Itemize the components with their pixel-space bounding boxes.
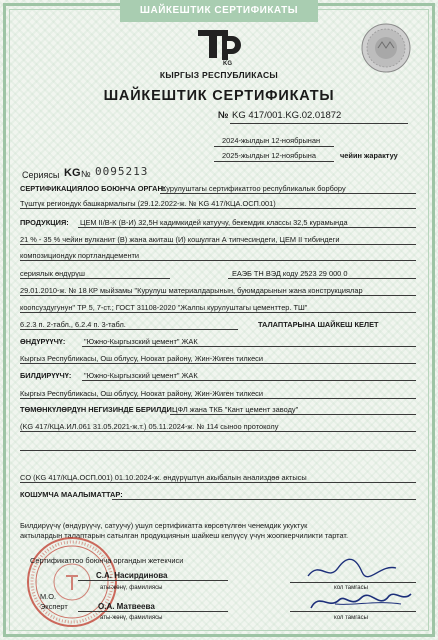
expert-label: Эксперт (40, 602, 68, 611)
expert-signature-underline (290, 611, 416, 612)
serial-number: 0095213 (95, 165, 149, 178)
cert-number-prefix: № (218, 110, 229, 121)
date-issued-underline (214, 146, 334, 147)
basis-line2: (KG 417/КЦА.ИЛ.061 31.05.2021-ж.т.) 05.11.2024-ж. № 114 сыноо протоколу (20, 422, 279, 431)
basis-line3-underline (20, 482, 416, 483)
product-line1-underline (78, 227, 416, 228)
valid-label: чейин жарактуу (340, 151, 398, 160)
republic-name: КЫРГЫЗ РЕСПУБЛИКАСЫ (159, 70, 279, 80)
extra-label: КОШУМЧА МААЛЫМАТТАР: (20, 490, 123, 499)
requirements-line2-underline (20, 312, 416, 313)
requirements-line1: 29.01.2010-ж. № 18 КР мыйзамы "Курулуш материалдарынын, буюмдарынын жана конструкциялар (20, 286, 363, 295)
expert-name: О.А. Матвеева (98, 602, 155, 611)
expert-name-underline (78, 611, 228, 612)
basis-line2-underline (20, 431, 416, 432)
extra-underline (112, 499, 416, 500)
requirements-line2: коопсуздугунун" ТР 5, 7-ст.; ГОСТ 31108-2020 "Жалпы курулуштагы цементтер. ТШ" (20, 303, 308, 312)
eaes-code: ЕАЭБ ТН ВЭД коду 2523 29 000 0 (232, 269, 348, 278)
head-label: Сертификаттоо боюнча органдын жетекчиси (30, 556, 184, 565)
declarant-name-underline (82, 380, 416, 381)
product-label: ПРОДУКЦИЯ: (20, 218, 69, 227)
footnote-line2: актылардын талаптарын сатылган продукциянын шайкеш келүүсү үчүн жоопкерчиликти тартат. (20, 531, 349, 540)
declarant-address-underline (20, 398, 416, 399)
basis-blank-line (20, 450, 416, 451)
expert-caption: аты-жөнү, фамилиясы (100, 615, 163, 621)
serial-kg: KG (64, 167, 81, 179)
cert-number-underline (230, 123, 408, 124)
maker-name: "Южно-Кыргызский цемент" ЖАК (84, 337, 198, 346)
date-issued: 2024-жылдын 12-ноябрынан (222, 136, 321, 145)
organ-line1: Курулуштагы сертификаттоо республикалык борбору (162, 184, 346, 193)
maker-label: ӨНДҮРҮҮЧҮ: (20, 337, 66, 346)
mp-label: М.О. (40, 592, 57, 601)
maker-address-underline (20, 363, 416, 364)
product-line3: композициондук портландцементи (20, 251, 140, 260)
serial-output-underline (20, 278, 170, 279)
logo-text: KG (223, 61, 232, 67)
organ-line1-underline (160, 193, 416, 194)
basis-label: ТӨМӨНКҮЛӨРДҮН НЕГИЗИНДЕ БЕРИЛДИ: (20, 405, 175, 414)
basis-line1: ЦФЛ жана ТКБ "Кант цемент заводу" (172, 405, 299, 414)
head-name: С.А. Насирдинова (96, 571, 168, 580)
organ-line2-underline (20, 208, 416, 209)
product-line2-underline (20, 244, 416, 245)
declarant-address: Кыргыз Республикасы, Ош облусу, Ноокат району, Жин-Жиген тилкеси (20, 389, 263, 398)
head-signature-caption: кол тамгасы (334, 585, 368, 591)
serial-output: сериялык өндүрүш (20, 269, 85, 278)
serial-prefix: № (81, 169, 91, 179)
product-line1: ЦЕМ II/В-К (В-И) 32,5Н кадимкидей катуучу, бекемдик классы 32,5 курамында (80, 218, 348, 227)
certificate-title: ШАЙКЕШТИК СЕРТИФИКАТЫ (103, 88, 335, 104)
head-caption: аты-жөнү, фамилиясы (100, 585, 163, 591)
expert-signature-caption: кол тамгасы (334, 615, 368, 621)
declarant-label: БИЛДИРҮҮЧҮ: (20, 371, 72, 380)
basis-line1-underline (170, 414, 416, 415)
date-valid-underline (214, 161, 334, 162)
head-signature-underline (290, 582, 416, 583)
declarant-name: "Южно-Кыргызский цемент" ЖАК (84, 371, 198, 380)
tr-kg-logo-icon (194, 28, 244, 68)
hologram-seal-icon (360, 22, 412, 74)
eaes-code-underline (228, 278, 416, 279)
product-line2: 21 % - 35 % чейин вулканит (В) жана акиташ (И) кошулган А типчесиндеги, ЦЕМ II тибиндеги (20, 235, 340, 244)
organ-label: СЕРТИФИКАЦИЯЛОО БОЮНЧА ОРГАН: (20, 184, 166, 193)
requirements-line3: 6.2.3 п. 2-табл., 6.2.4 п. 3-табл. (20, 320, 126, 329)
head-name-underline (78, 580, 228, 581)
requirements-line1-underline (20, 295, 416, 296)
requirements-suffix: ТАЛАПТАРЫНА ШАЙКЕШ КЕЛЕТ (258, 320, 379, 329)
serial-label: Сериясы (22, 170, 60, 180)
date-valid: 2025-жылдын 12-ноябрына (222, 151, 316, 160)
maker-address: Кыргыз Республикасы, Ош облусу, Ноокат району, Жин-Жиген тилкеси (20, 354, 263, 363)
product-line3-underline (20, 260, 416, 261)
cert-number: KG 417/001.KG.02.01872 (232, 110, 342, 121)
top-band-title: ШАЙКЕШТИК СЕРТИФИКАТЫ (120, 0, 318, 22)
maker-name-underline (82, 346, 416, 347)
organ-line2: Түштүк региондук башкармалыгы (29.12.2022-ж. № KG 417/КЦА.ОСП.001) (20, 199, 276, 208)
footnote-line1: Билдирүүчү (өндүрүүчү, сатуучу) ушул сертификатта көрсөтүлгөн ченемдик укуктук (20, 521, 308, 530)
requirements-line3-underline (20, 329, 238, 330)
basis-line3: CO (KG 417/КЦА.ОСП.001) 01.10.2024-ж. өндүрүштүн акыбалын анализдөө актысы (20, 473, 307, 482)
